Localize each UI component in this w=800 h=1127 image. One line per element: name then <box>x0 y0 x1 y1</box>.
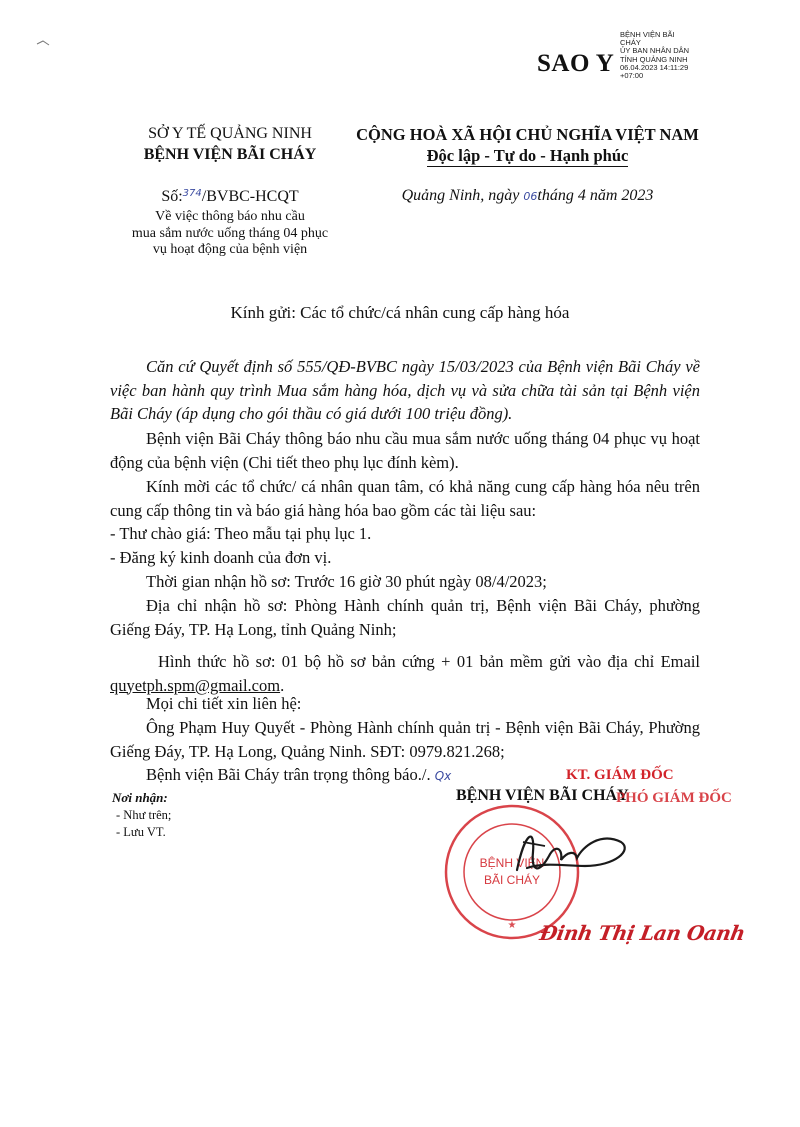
date-prefix: Quảng Ninh, ngày <box>401 187 524 204</box>
document-subject <box>105 209 355 259</box>
paragraph-contact-intro: Mọi chi tiết xin liên hệ: <box>146 694 302 713</box>
salutation: Kính gửi: Các tổ chức/cá nhân cung cấp hàng hóa <box>230 303 570 322</box>
recipient-item: - Lưu VT. <box>116 825 166 839</box>
bullet-business-registration: - Đăng ký kinh doanh của đơn vị. <box>110 548 332 567</box>
paragraph-contact-details: Ông Phạm Huy Quyết - Phòng Hành chính quản trị - Bệnh viện Bãi Cháy, Phường Giếng Đáy, TP. Hạ Long, Quảng Ninh. SĐT: 0979.821.268; <box>110 718 700 761</box>
bullet-quotation: - Thư chào giá: Theo mẫu tại phụ lục 1. <box>110 524 372 543</box>
paragraph-invitation: Kính mời các tổ chức/ cá nhân quan tâm, có khả năng cung cấp hàng hóa nêu trên cung cấp thông tin và báo giá hàng hóa bao gồm các tài liệu sau: <box>110 477 700 520</box>
signature-line: ỦY BAN NHÂN DÂN <box>620 46 690 56</box>
seal-text: BÃI CHÁY <box>483 873 541 887</box>
copy-stamp-label: SAO Y <box>537 50 615 77</box>
handwritten-initial: Qx <box>434 769 452 783</box>
doc-no-prefix: Số: <box>161 188 183 205</box>
recipients-title: Nơi nhận: <box>112 790 168 805</box>
doc-no-suffix: /BVBC-HCQT <box>201 188 299 205</box>
date-day-handwritten: 06 <box>523 190 538 203</box>
subject-line: mua sắm nước uống tháng 04 phục <box>131 225 329 241</box>
submission-text: Hình thức hồ sơ: 01 bộ hồ sơ bản cứng + 01 bản mềm gửi vào địa chỉ Email <box>158 652 700 671</box>
signature-line: BỆNH VIỆN BÃI <box>620 30 675 39</box>
subject-line: Về việc thông báo nhu cầu <box>155 209 305 224</box>
org-parent: SỞ Y TẾ QUẢNG NINH <box>148 125 312 142</box>
svg-text:★: ★ <box>507 920 517 931</box>
recipient-item: - Như trên; <box>116 808 172 822</box>
signature-line: +07:00 <box>620 71 644 81</box>
paragraph-legal-basis: Căn cứ Quyết định số 555/QĐ-BVBC ngày 15/03/2023 của Bệnh viện Bãi Cháy về việc ban hành quy trình Mua sắm hàng hóa, dịch vụ và sửa chữa tài sản tại Bệnh viện Bãi Cháy (áp dụng cho gói thầu có giá dưới 100 triệu đồng). <box>110 357 700 423</box>
signature-authority: KT. GIÁM ĐỐC <box>566 767 674 783</box>
digital-signature-info <box>620 31 689 80</box>
signer-name: Đinh Thị Lan Oanh <box>537 921 747 945</box>
date-suffix: tháng 4 năm 2023 <box>537 187 654 204</box>
national-title: CỘNG HOÀ XÃ HỘI CHỦ NGHĨA VIỆT NAM <box>356 125 699 144</box>
document-number <box>105 188 355 206</box>
doc-no-handwritten: 374 <box>182 188 202 199</box>
org-name: BỆNH VIỆN BÃI CHÁY <box>143 146 317 163</box>
date-line <box>355 187 700 205</box>
handwritten-signature <box>505 822 635 892</box>
email-link[interactable]: quyetph.spm@gmail.com <box>110 675 281 695</box>
paragraph-address: Địa chỉ nhận hồ sơ: Phòng Hành chính quản trị, Bệnh viện Bãi Cháy, phường Giếng Đáy, TP. Hạ Long, tỉnh Quảng Ninh; <box>110 596 700 639</box>
paragraph-deadline: Thời gian nhận hồ sơ: Trước 16 giờ 30 phút ngày 08/4/2023; <box>146 572 547 591</box>
national-motto <box>355 146 700 166</box>
signature-org: BỆNH VIỆN BÃI CHÁY <box>456 787 629 804</box>
scan-mark-icon <box>35 38 55 48</box>
subject-line: vụ hoạt động của bệnh viện <box>152 242 308 257</box>
seal-text: BỆNH VIỆN <box>479 856 545 870</box>
paragraph-announcement: Bệnh viện Bãi Cháy thông báo nhu cầu mua sắm nước uống tháng 04 phục vụ hoạt động của bệnh viện (Chi tiết theo phụ lục đính kèm). <box>110 429 700 472</box>
signature-line: TỈNH QUẢNG NINH <box>620 54 688 64</box>
paragraph-submission-form: Hình thức hồ sơ: 01 bộ hồ sơ bản cứng + 01 bản mềm gửi vào địa chỉ Email quyetph.spm@gmail.com. <box>110 652 700 695</box>
signature-line: CHÁY <box>620 38 641 48</box>
closing-text: Bệnh viện Bãi Cháy trân trọng thông báo./. <box>146 765 435 784</box>
signature-position-stamp: PHÓ GIÁM ĐỐC <box>616 790 732 806</box>
signature-line: 06.04.2023 14:11:29 <box>620 62 689 72</box>
motto-text: Độc lập - Tự do - Hạnh phúc <box>426 146 629 165</box>
